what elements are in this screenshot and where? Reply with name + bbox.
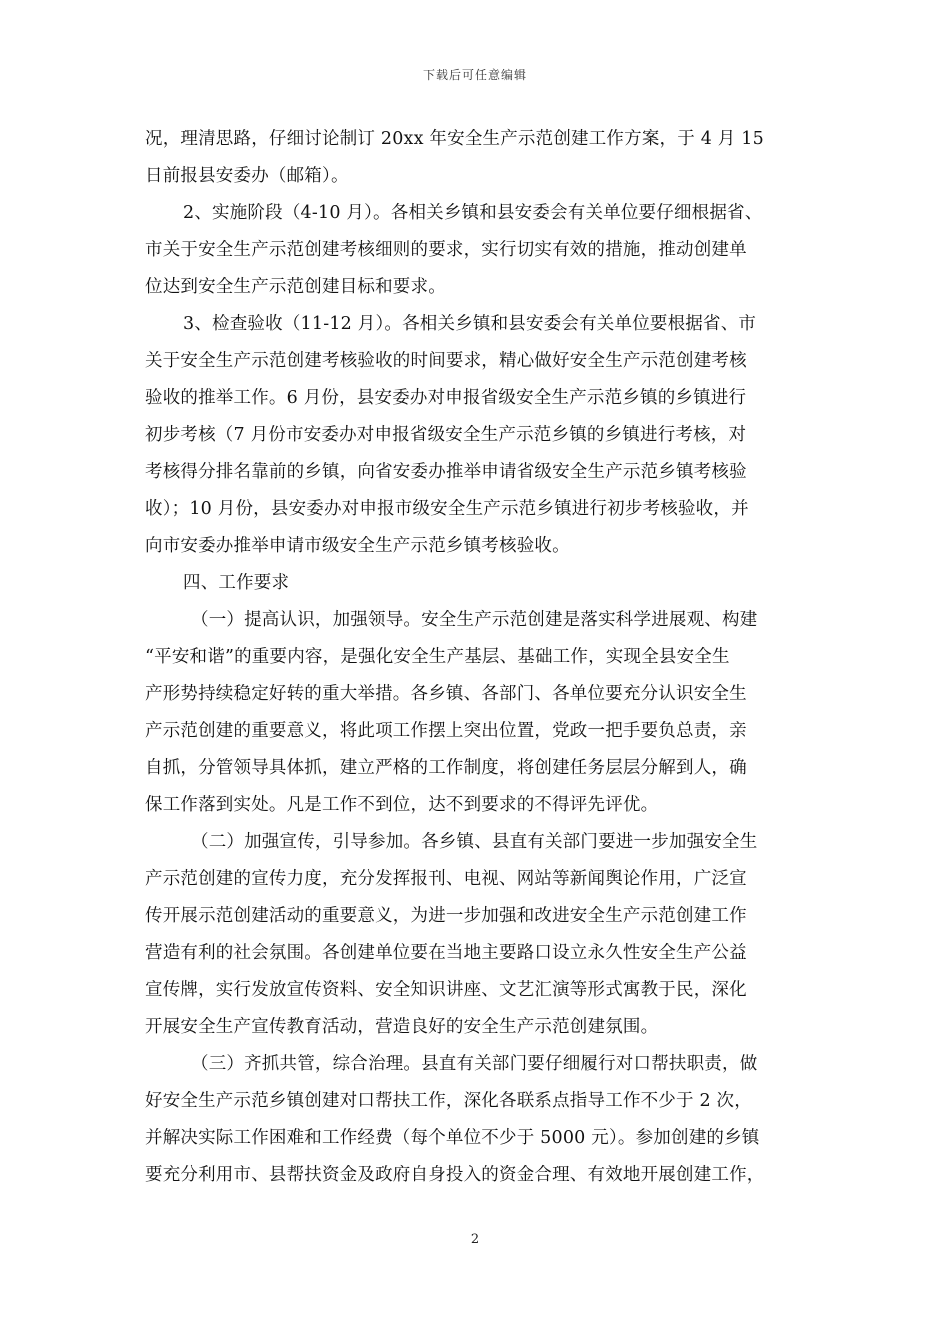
- text-line: （三）齐抓共管，综合治理。县直有关部门要仔细履行对口帮扶职责，做: [191, 1054, 758, 1074]
- text-line: 产示范创建的宣传力度，充分发挥报刊、电视、网站等新闻舆论作用，广泛宣: [145, 869, 747, 889]
- text-line: 向市安委办推举申请市级安全生产示范乡镇考核验收。: [145, 536, 570, 556]
- text-line: 考核得分排名靠前的乡镇，向省安委办推举申请省级安全生产示范乡镇考核验: [145, 462, 747, 482]
- text-line: 要充分利用市、县帮扶资金及政府自身投入的资金合理、有效地开展创建工作，: [145, 1165, 765, 1185]
- section-heading: 四、工作要求: [183, 573, 290, 593]
- text-line: 况，理清思路，仔细讨论制订 20xx 年安全生产示范创建工作方案，于 4 月 15: [145, 129, 764, 149]
- text-line: 2、实施阶段（4-10 月）。各相关乡镇和县安委会有关单位要仔细根据省、: [183, 203, 763, 223]
- text-line: 产形势持续稳定好转的重大举措。各乡镇、各部门、各单位要充分认识安全生: [145, 684, 747, 704]
- text-line: 好安全生产示范乡镇创建对口帮扶工作，深化各联系点指导工作不少于 2 次，: [145, 1091, 752, 1111]
- text-line: 日前报县安委办（邮箱）。: [145, 166, 349, 186]
- text-line: 传开展示范创建活动的重要意义，为进一步加强和改进安全生产示范创建工作: [145, 906, 747, 926]
- page-header-note: 下载后可任意编辑: [422, 68, 527, 82]
- document-body: [145, 121, 810, 1194]
- text-line: 并解决实际工作困难和工作经费（每个单位不少于 5000 元）。参加创建的乡镇: [145, 1128, 760, 1148]
- text-line: 保工作落到实处。凡是工作不到位，达不到要求的不得评先评优。: [145, 795, 659, 815]
- text-line: 市关于安全生产示范创建考核细则的要求，实行切实有效的措施，推动创建单: [145, 240, 747, 260]
- text-line: 开展安全生产宣传教育活动，营造良好的安全生产示范创建氛围。: [145, 1017, 659, 1037]
- text-line: 3、检查验收（11-12 月）。各相关乡镇和县安委会有关单位要根据省、市: [183, 314, 757, 334]
- text-line: 产示范创建的重要意义，将此项工作摆上突出位置，党政一把手要负总责，亲: [145, 721, 747, 741]
- text-line: 自抓，分管领导具体抓，建立严格的工作制度，将创建任务层层分解到人，确: [145, 758, 747, 778]
- text-line: 营造有利的社会氛围。各创建单位要在当地主要路口设立永久性安全生产公益: [145, 943, 747, 963]
- text-line: 关于安全生产示范创建考核验收的时间要求，精心做好安全生产示范创建考核: [145, 351, 747, 371]
- text-line: 验收的推举工作。6 月份，县安委办对申报省级安全生产示范乡镇的乡镇进行: [145, 388, 747, 408]
- text-line: 位达到安全生产示范创建目标和要求。: [145, 277, 446, 297]
- page-number: 2: [470, 1232, 480, 1247]
- text-line: 收）；10 月份，县安委办对申报市级安全生产示范乡镇进行初步考核验收，并: [145, 499, 749, 519]
- text-line: “平安和谐”的重要内容，是强化安全生产基层、基础工作，实现全县安全生: [145, 647, 730, 667]
- text-line: （一）提高认识，加强领导。安全生产示范创建是落实科学进展观、构建: [191, 610, 758, 630]
- text-line: 宣传牌，实行发放宣传资料、安全知识讲座、文艺汇演等形式寓教于民，深化: [145, 980, 747, 1000]
- text-line: 初步考核（7 月份市安委办对申报省级安全生产示范乡镇的乡镇进行考核，对: [145, 425, 747, 445]
- text-line: （二）加强宣传，引导参加。各乡镇、县直有关部门要进一步加强安全生: [191, 832, 758, 852]
